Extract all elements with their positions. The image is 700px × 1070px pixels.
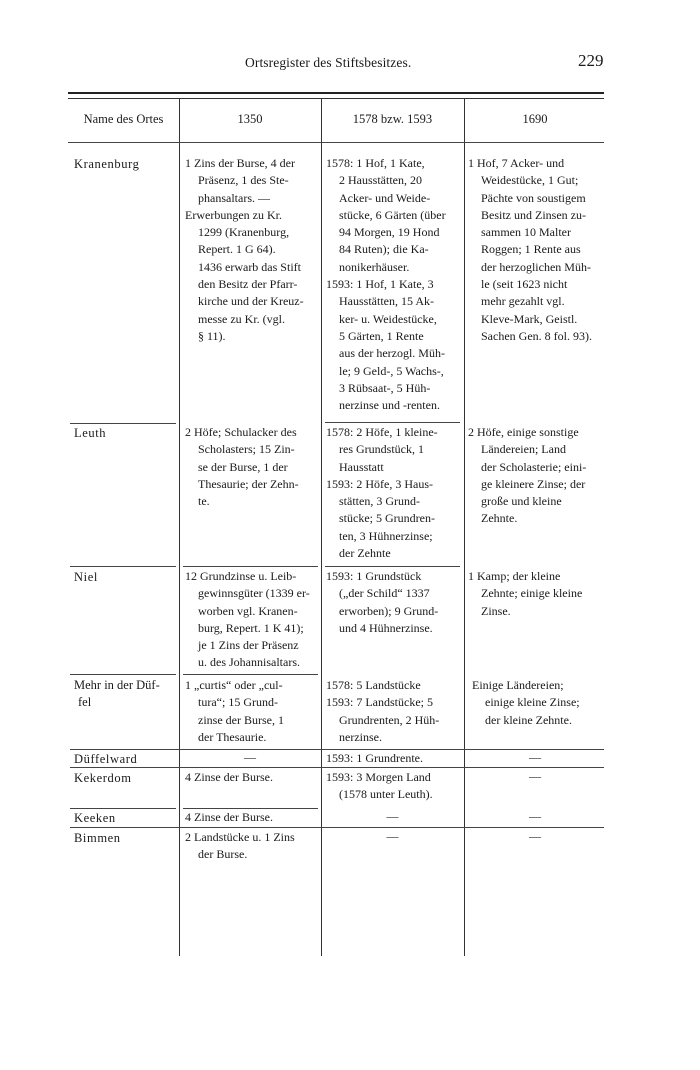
cell-line: der kleine Zehnte. [485, 712, 572, 727]
cell-line: Pächte von soustigem [481, 190, 586, 205]
table-top-rule [68, 92, 604, 94]
cell-line: der Thesaurie. [198, 729, 267, 744]
cell-1578 [326, 769, 461, 804]
cell-1690 [468, 424, 602, 528]
empty-dash: — [529, 750, 541, 764]
place-name: Kekerdom [74, 771, 132, 785]
cell-line: mehr gezahlt vgl. [481, 294, 565, 309]
row-rule [70, 674, 176, 675]
cell-1578 [326, 750, 461, 767]
place-name: Bimmen [74, 831, 121, 845]
place-name: Kranenburg [74, 157, 140, 171]
cell-line: Zehnte; einige kleine [481, 586, 583, 601]
cell-line: der herzoglichen Müh- [481, 259, 591, 274]
place-name: Niel [74, 570, 98, 584]
cell-line: Hausstatt [339, 459, 384, 474]
cell-line: te. [198, 494, 210, 509]
cell-line: Kleve-Mark, Geistl. [481, 311, 578, 326]
cell-1690 [468, 568, 602, 620]
cell-line: 1593: 1 Grundstück [326, 569, 422, 583]
cell-line: zinse der Burse, 1 [198, 712, 284, 727]
cell-line: stätten, 3 Grund- [339, 494, 420, 509]
cell-line: Grundrenten, 2 Hüh- [339, 712, 440, 727]
cell-line: Thesaurie; der Zehn- [198, 476, 299, 491]
cell-line: 1593: 2 Höfe, 3 Haus- [326, 476, 433, 491]
cell-line: (1578 unter Leuth). [339, 787, 433, 802]
cell-1578 [326, 568, 461, 637]
header-rule [68, 142, 604, 143]
cell-line: se der Burse, 1 der [198, 459, 288, 474]
cell-line: phansaltars. — [198, 190, 270, 205]
cell-line: 1 Zins der Burse, 4 der [185, 156, 295, 170]
cell-line: 94 Morgen, 19 Hond [339, 225, 440, 240]
cell-line: 1578: 1 Hof, 1 Kate, [326, 156, 425, 170]
cell-line: Besitz und Zinsen zu- [481, 207, 586, 222]
cell-line: Ländereien; Land [481, 442, 566, 457]
cell-line: 1593: 1 Grundrente. [326, 751, 423, 765]
cell-line: 1 „curtis“ oder „cul- [185, 678, 283, 692]
cell-line: stücke; 5 Grundren- [339, 511, 435, 526]
page-number: 229 [578, 51, 604, 70]
cell-line: nerzinse und -renten. [339, 398, 440, 413]
cell-line: Einige Ländereien; [472, 678, 564, 692]
cell-line: Erwerbungen zu Kr. [185, 207, 282, 222]
cell-line: messe zu Kr. (vgl. [198, 311, 285, 326]
cell-line: 1593: 7 Landstücke; 5 [326, 695, 433, 710]
header-1578: 1578 bzw. 1593 [352, 112, 433, 126]
cell-line: und 4 Hühnerzinse. [339, 620, 433, 635]
place-name-line: fel [78, 695, 92, 709]
cell-1350 [185, 809, 316, 826]
cell-line: große und kleine [481, 494, 562, 509]
empty-dash: — [529, 829, 541, 843]
cell-line: u. des Johannisaltars. [198, 655, 300, 670]
cell-line: der Zehnte [339, 546, 391, 561]
header-1690: 1690 [522, 112, 548, 126]
cell-line: Weidestücke, 1 Gut; [481, 173, 579, 188]
cell-line: ge kleinere Zinse; der [481, 476, 586, 491]
cell-line: 4 Zinse der Burse. [185, 770, 273, 784]
cell-line: der Scholasterie; eini- [481, 459, 587, 474]
cell-line: Repert. 1 G 64). [198, 242, 276, 257]
cell-1350 [185, 677, 316, 746]
empty-dash: — [529, 769, 541, 783]
cell-line: Scholasters; 15 Zin- [198, 442, 295, 457]
cell-line: worben vgl. Kranen- [198, 603, 298, 618]
cell-1350 [185, 155, 316, 345]
cell-line: erworben); 9 Grund- [339, 603, 439, 618]
cell-1578 [326, 424, 461, 562]
row-rule [70, 827, 604, 828]
cell-1350 [185, 424, 316, 510]
cell-line: burg, Repert. 1 K 41); [198, 620, 304, 635]
cell-1690 [472, 677, 602, 729]
running-head: Ortsregister des Stiftsbesitzes. [245, 55, 412, 70]
cell-line: 12 Grundzinse u. Leib- [185, 569, 297, 583]
row-rule [183, 566, 318, 567]
cell-line: nerzinse. [339, 729, 382, 744]
cell-line: nonikerhäuser. [339, 259, 410, 274]
row-rule [325, 566, 460, 567]
cell-line: 1299 (Kranenburg, [198, 225, 290, 240]
cell-line: 4 Zinse der Burse. [185, 810, 273, 824]
cell-line: Präsenz, 1 des Ste- [198, 173, 289, 188]
cell-line: 3 Rübsaat-, 5 Hüh- [339, 380, 431, 395]
cell-line: le; 9 Geld-, 5 Wachs-, [339, 363, 444, 378]
cell-line: sammen 10 Malter [481, 225, 571, 240]
cell-line: 1593: 3 Morgen Land [326, 770, 431, 784]
cell-line: einige kleine Zinse; [485, 695, 580, 710]
row-rule [70, 808, 176, 809]
cell-line: stücke, 6 Gärten (über [339, 207, 446, 222]
cell-line: Acker- und Weide- [339, 190, 431, 205]
empty-dash: — [386, 829, 399, 843]
row-rule [70, 423, 176, 424]
row-rule [325, 422, 460, 423]
cell-line: kirche und der Kreuz- [198, 294, 304, 309]
header-1350: 1350 [237, 112, 263, 126]
place-name: Leuth [74, 426, 107, 440]
cell-line: 1436 erwarb das Stift [198, 259, 301, 274]
cell-line: Roggen; 1 Rente aus [481, 242, 581, 257]
empty-dash: — [244, 750, 256, 764]
cell-line: 2 Höfe, einige sonstige [468, 425, 579, 439]
cell-1350 [185, 829, 316, 864]
cell-line: le (seit 1623 nicht [481, 277, 568, 292]
cell-line: gewinnsgüter (1339 er- [198, 586, 310, 601]
place-name-line: Mehr in der Düf- [74, 678, 160, 692]
cell-line: 2 Höfe; Schulacker des [185, 425, 297, 439]
header-name: Name des Ortes [83, 112, 164, 126]
place-name: Keeken [74, 811, 116, 825]
place-name [74, 677, 178, 711]
cell-line: ker- u. Weidestücke, [339, 311, 437, 326]
cell-line: je 1 Zins der Präsenz [198, 638, 299, 653]
cell-line: 2 Hausstätten, 20 [339, 173, 422, 188]
row-rule [183, 674, 318, 675]
cell-1350 [185, 769, 316, 786]
cell-line: 2 Landstücke u. 1 Zins [185, 830, 295, 844]
cell-line: 1 Kamp; der kleine [468, 569, 561, 583]
cell-line: Hausstätten, 15 Ak- [339, 294, 434, 309]
row-rule [70, 566, 176, 567]
cell-line: 1 Hof, 7 Acker- und [468, 156, 565, 170]
cell-line: Zinse. [481, 603, 511, 618]
cell-line: 84 Ruten); die Ka- [339, 242, 429, 257]
cell-1578 [326, 677, 461, 746]
cell-line: ten, 3 Hühnerzinse; [339, 528, 433, 543]
cell-line: 5 Gärten, 1 Rente [339, 328, 424, 343]
cell-line: § 11). [198, 328, 226, 343]
cell-line: den Besitz der Pfarr- [198, 277, 298, 292]
cell-1690 [468, 155, 602, 345]
cell-line: („der Schild“ 1337 [339, 586, 430, 601]
empty-dash: — [529, 809, 541, 823]
place-name: Düffelward [74, 752, 138, 766]
cell-line: Sachen Gen. 8 fol. 93). [481, 328, 592, 343]
empty-dash: — [386, 809, 399, 823]
cell-line: 1593: 1 Hof, 1 Kate, 3 [326, 277, 434, 292]
cell-1578 [326, 155, 461, 414]
cell-line: Zehnte. [481, 511, 518, 526]
cell-line: aus der herzogl. Müh- [339, 346, 445, 361]
cell-1350 [185, 568, 316, 672]
cell-line: res Grundstück, 1 [339, 442, 424, 457]
cell-line: tura“; 15 Grund- [198, 695, 278, 710]
cell-line: der Burse. [198, 847, 248, 862]
cell-line: 1578: 5 Landstücke [326, 678, 421, 692]
table-top-rule-thin [68, 98, 604, 99]
cell-line: 1578: 2 Höfe, 1 kleine- [326, 425, 438, 439]
